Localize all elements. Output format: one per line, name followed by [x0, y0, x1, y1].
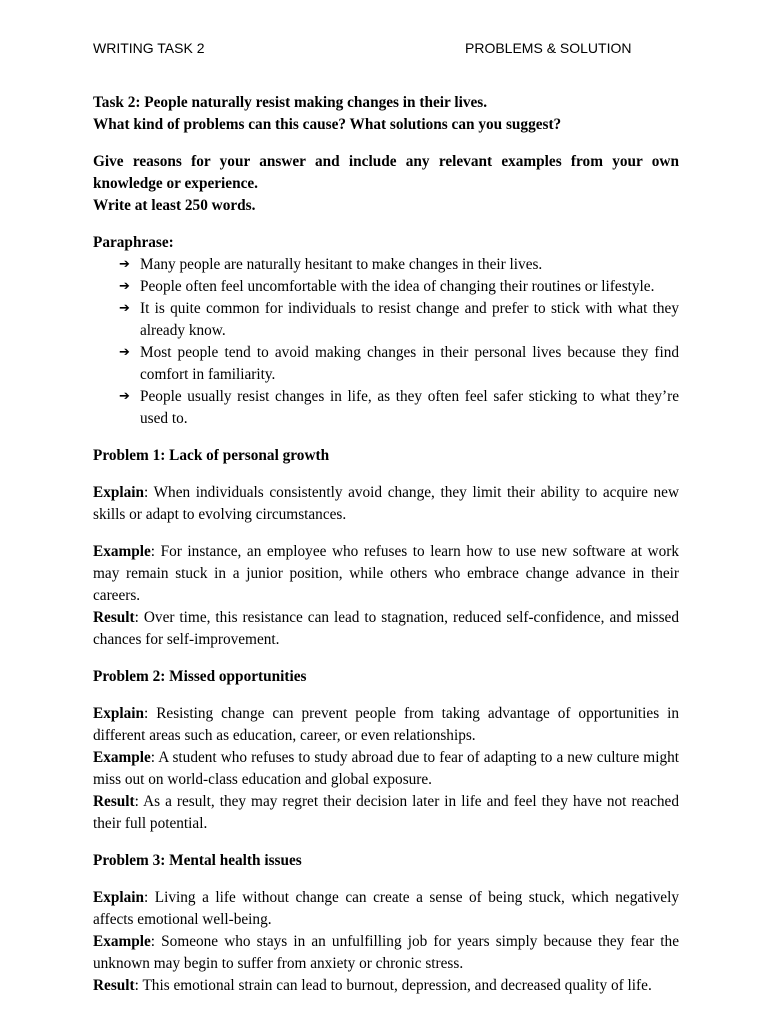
- example-text: : Someone who stays in an unfulfilling job for years simply because they fear the unknown may begin to suffer from anxiety or chronic stress.: [93, 933, 679, 972]
- paraphrase-item: [119, 298, 679, 342]
- paraphrase-text: It is quite common for individuals to resist change and prefer to stick with what they already know.: [140, 300, 679, 339]
- paraphrase-item: [119, 276, 679, 298]
- instructions-line-2: Write at least 250 words.: [93, 197, 256, 214]
- paraphrase-item: [119, 386, 679, 430]
- result-text: : This emotional strain can lead to burnout, depression, and decreased quality of life.: [134, 977, 652, 994]
- arrow-right-icon: ➔: [119, 301, 130, 316]
- problem-explain: [93, 703, 679, 747]
- task-instructions: [93, 151, 679, 217]
- result-text: : As a result, they may regret their decision later in life and feel they have not reached their full potential.: [93, 793, 679, 832]
- header-right: PROBLEMS & SOLUTION: [465, 40, 632, 56]
- problem-body: [93, 887, 679, 997]
- paraphrase-title: [93, 232, 679, 254]
- example-label: Example: [93, 749, 151, 766]
- problem-title: [93, 666, 679, 688]
- problem-result: [93, 791, 679, 835]
- paraphrase-list: [93, 254, 679, 430]
- problem-section: [93, 666, 679, 835]
- problem-section: [93, 445, 679, 651]
- problem-result: [93, 607, 679, 651]
- paraphrase-text: People usually resist changes in life, as they often feel safer sticking to what they’re used to.: [140, 388, 679, 427]
- example-text: : For instance, an employee who refuses to learn how to use new software at work may remain stuck in a junior position, while others who embrace change advance in their careers.: [93, 543, 679, 604]
- task-prompt: [93, 92, 679, 136]
- paraphrase-item: [119, 342, 679, 386]
- document-body: [93, 92, 679, 1012]
- problem-title-text: Problem 2: Missed opportunities: [93, 668, 307, 685]
- problem-example: [93, 541, 679, 607]
- explain-label: Explain: [93, 484, 145, 501]
- result-label: Result: [93, 609, 135, 626]
- problem-title-text: Problem 3: Mental health issues: [93, 852, 302, 869]
- result-label: Result: [93, 793, 135, 810]
- arrow-right-icon: ➔: [119, 345, 130, 360]
- problem-title: [93, 445, 679, 467]
- result-text: : Over time, this resistance can lead to stagnation, reduced self-confidence, and missed chances for self-improvement.: [93, 609, 679, 648]
- example-text: : A student who refuses to study abroad due to fear of adapting to a new culture might miss out on world-class education and global exposure.: [93, 749, 679, 788]
- example-label: Example: [93, 543, 151, 560]
- instructions-line-1: Give reasons for your answer and include any relevant examples from your own knowledge or experience.: [93, 153, 679, 192]
- paraphrase-text: Many people are naturally hesitant to make changes in their lives.: [140, 256, 543, 273]
- arrow-right-icon: ➔: [119, 279, 130, 294]
- problem-explain: [93, 887, 679, 931]
- arrow-right-icon: ➔: [119, 389, 130, 404]
- explain-label: Explain: [93, 705, 145, 722]
- problem-title: [93, 850, 679, 872]
- problem-title-text: Problem 1: Lack of personal growth: [93, 447, 330, 464]
- problem-example: [93, 747, 679, 791]
- task-line-1: Task 2: People naturally resist making changes in their lives.: [93, 94, 488, 111]
- example-label: Example: [93, 933, 151, 950]
- result-label: Result: [93, 977, 135, 994]
- explain-text: : Resisting change can prevent people from taking advantage of opportunities in different areas such as education, career, or even relationships.: [93, 705, 679, 744]
- arrow-right-icon: ➔: [119, 257, 130, 272]
- header-left: WRITING TASK 2: [93, 40, 205, 56]
- paraphrase-text: Most people tend to avoid making changes in their personal lives because they find comfort in familiarity.: [140, 344, 679, 383]
- problem-body: [93, 703, 679, 835]
- problem-body: [93, 482, 679, 651]
- paraphrase-item: [119, 254, 679, 276]
- explain-text: : When individuals consistently avoid change, they limit their ability to acquire new skills or adapt to evolving circumstances.: [93, 484, 679, 523]
- problem-explain: [93, 482, 679, 526]
- paraphrase-title-text: Paraphrase:: [93, 234, 174, 251]
- task-line-2: What kind of problems can this cause? What solutions can you suggest?: [93, 116, 562, 133]
- explain-label: Explain: [93, 889, 145, 906]
- paraphrase-text: People often feel uncomfortable with the idea of changing their routines or lifestyle.: [140, 278, 655, 295]
- explain-text: : Living a life without change can create a sense of being stuck, which negatively affects emotional well-being.: [93, 889, 679, 928]
- problem-section: [93, 850, 679, 997]
- problem-example: [93, 931, 679, 975]
